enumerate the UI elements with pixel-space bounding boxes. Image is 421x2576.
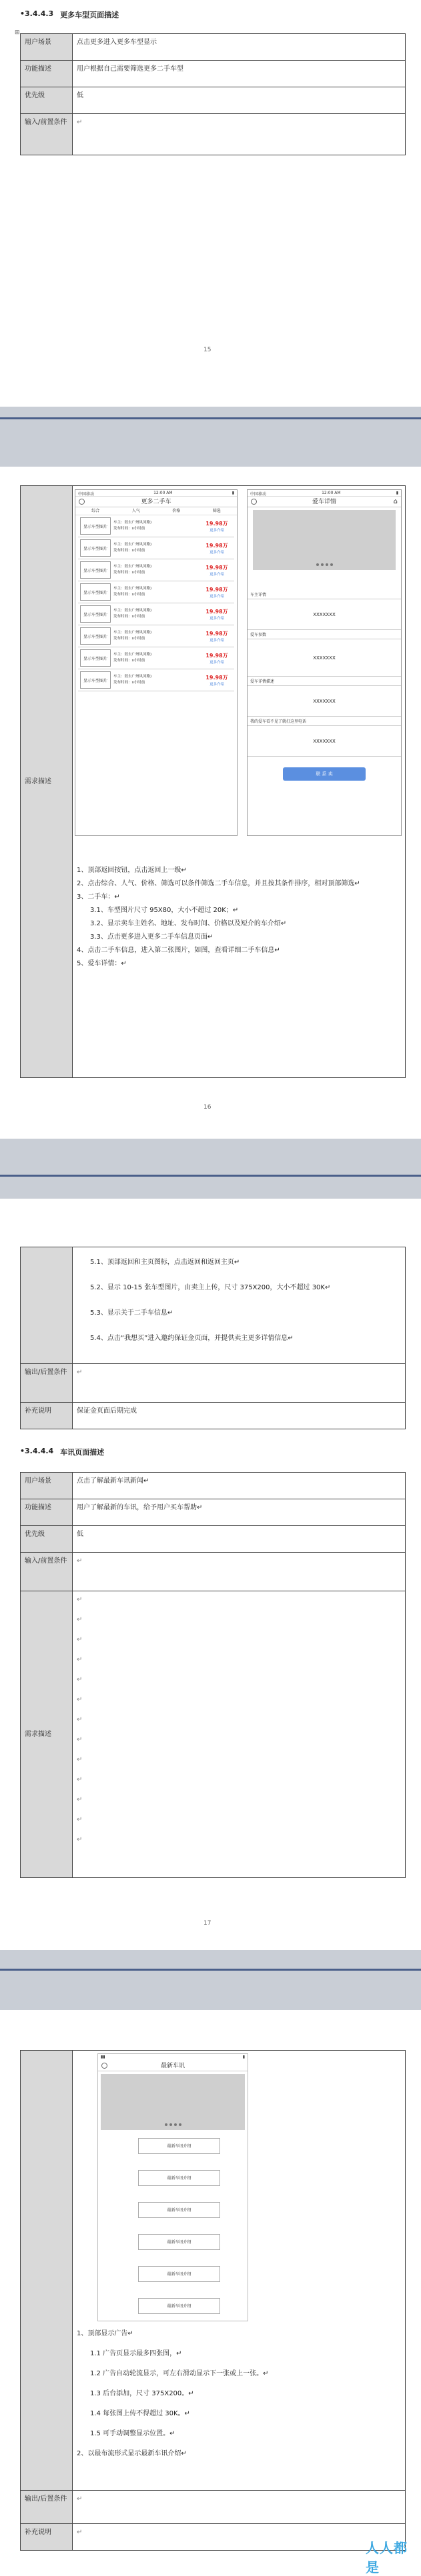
car-price-block <box>201 564 232 577</box>
screen-title <box>248 497 401 507</box>
carousel-dot <box>169 2123 172 2126</box>
car-price-block <box>201 608 232 621</box>
car-owner-line: 车主：叙去广州风河路) <box>113 521 152 525</box>
back-icon[interactable] <box>79 499 85 505</box>
table-row <box>21 1499 406 1526</box>
car-time-line: 发布时间：x小时前 <box>113 659 145 663</box>
car-image-placeholder: 显示车型图片 <box>80 561 111 579</box>
table-row <box>21 1473 406 1499</box>
screen-title-text: 更多二手车 <box>141 499 171 505</box>
row-value: 低 <box>73 87 406 114</box>
car-list-phone-mockup <box>75 489 238 836</box>
row-key: 需求描述 <box>21 1591 73 1878</box>
empty-line-mark: ↵ <box>77 1756 83 1763</box>
carrier: 中国移动 <box>250 492 267 497</box>
row-value <box>73 1247 406 1364</box>
heading-number: •3.4.4.4 <box>20 1447 54 1455</box>
table-row <box>21 87 406 114</box>
carousel-dot <box>179 2123 181 2126</box>
screen-title <box>75 497 237 507</box>
more-info-link[interactable]: 更多介绍 <box>209 550 224 555</box>
car-time-line: 发布时间：x小时前 <box>113 615 145 619</box>
page-number: 15 <box>203 347 212 353</box>
list-item: 1.2 广告自动轮流显示，可左右滑动显示下一张或上一张。↵ <box>90 2370 269 2377</box>
carousel-dot <box>321 563 324 566</box>
field-label: 车主详情 <box>248 590 401 599</box>
list-item: 5.3、显示关于二手车信息↵ <box>90 1309 173 1317</box>
car-owner-line: 车主：叙去广州风河路) <box>113 587 152 591</box>
page-separator <box>0 1139 421 1199</box>
field-label: 爱车详情描述 <box>248 677 401 686</box>
status-bar <box>75 490 237 497</box>
table-row <box>21 1553 406 1591</box>
news-card[interactable]: 最新车讯介绍 <box>138 2298 220 2314</box>
ad-banner-carousel[interactable] <box>101 2074 245 2130</box>
car-info <box>113 542 199 554</box>
empty-line-mark: ↵ <box>77 1616 83 1623</box>
list-item: 4、点击二手车信息，进入第二张图片，如图，查看详细二手车信息↵ <box>77 947 280 954</box>
empty-line-mark: ↵ <box>77 1696 83 1703</box>
screen-title <box>98 2061 248 2071</box>
row-value: ↵ <box>73 1364 406 1403</box>
empty-line-mark: ↵ <box>77 1676 83 1683</box>
heading-title: 车讯页面描述 <box>60 1448 105 1457</box>
row-value: ↵ <box>73 114 406 155</box>
empty-line-mark: ↵ <box>77 1776 83 1783</box>
empty-line-mark: ↵ <box>77 1656 83 1663</box>
row-value: ↵ <box>73 2524 406 2551</box>
row-key: 输入/前置条件 <box>21 114 73 155</box>
car-price: 19.98万 <box>205 630 228 637</box>
more-info-link[interactable]: 更多介绍 <box>209 594 224 599</box>
car-owner-line: 车主：叙去广州风河路) <box>113 675 152 679</box>
anchor-icon: ⊞ <box>15 29 20 36</box>
field-value: XXXXXXX <box>248 726 401 757</box>
section-heading-1 <box>20 9 119 20</box>
car-price: 19.98万 <box>205 520 228 527</box>
battery-icon: ▮ <box>232 491 234 495</box>
table-row <box>21 1591 406 1878</box>
row-value: 用户根据自己需要筛选更多二手车型 <box>73 61 406 87</box>
car-info <box>113 674 199 686</box>
row-value: 点击了解最新车讯新闻↵ <box>73 1473 406 1499</box>
empty-line-mark: ↵ <box>77 1816 83 1823</box>
row-key: 用户场景 <box>21 1473 73 1499</box>
more-info-link[interactable]: 更多介绍 <box>209 616 224 621</box>
battery-icon: ▮ <box>396 491 398 495</box>
row-key: 功能描述 <box>21 1499 73 1526</box>
car-price-block <box>201 542 232 555</box>
car-price-block <box>201 520 232 533</box>
list-item: 5.4、点击“我想买”进入邀约保证金页面，并提供卖主更多详情信息↵ <box>90 1335 294 1342</box>
car-list-row[interactable] <box>78 647 234 669</box>
requirements-table-3 <box>20 1247 406 1429</box>
list-item: 5.2、显示 10-15 张车型图片，由卖主上传，尺寸 375X200，大小不超过 30K↵ <box>90 1284 331 1291</box>
news-card[interactable]: 最新车讯介绍 <box>138 2138 220 2154</box>
list-item: 3.1、车型图片尺寸 95X80，大小不超过 20K；↵ <box>90 907 239 914</box>
carousel-dot <box>330 563 333 566</box>
filter-tab[interactable]: 人气 <box>131 509 140 513</box>
list-item: 1、顶部返回按钮，点击返回上一级↵ <box>77 867 187 874</box>
row-value: ↵ <box>73 2491 406 2524</box>
more-info-link[interactable]: 更多介绍 <box>209 638 224 643</box>
list-item: 5.1、顶部返回和主页图标，点击返回和返回主页↵ <box>90 1259 240 1266</box>
row-key <box>21 2051 73 2491</box>
section-heading-2 <box>20 1447 104 1457</box>
heading-title: 更多车型页面描述 <box>60 11 119 19</box>
carousel-dot <box>174 2123 177 2126</box>
car-image-placeholder: 显示车型图片 <box>80 649 111 667</box>
carrier: 中国移动 <box>78 492 95 497</box>
list-item: 1.3 后台添加，尺寸 375X200。↵ <box>90 2390 194 2397</box>
carousel-dot <box>316 563 319 566</box>
row-key <box>21 1247 73 1364</box>
screen-title-text: 爱车详情 <box>312 499 336 505</box>
filter-bar <box>75 507 237 515</box>
list-item: 5、爱车详情：↵ <box>77 960 127 967</box>
table-row <box>21 34 406 61</box>
heading-number: •3.4.4.3 <box>20 9 54 18</box>
empty-lines <box>77 1595 401 1855</box>
row-key: 功能描述 <box>21 61 73 87</box>
car-owner-line: 车主：叙去广州风河路) <box>113 609 152 613</box>
logo-text-2: 是 <box>366 2559 380 2575</box>
more-info-link[interactable]: 更多介绍 <box>209 528 224 533</box>
carousel-dots <box>253 563 396 566</box>
table-row <box>21 1364 406 1403</box>
car-list-row[interactable] <box>78 603 234 625</box>
car-info <box>113 586 199 598</box>
status-bar <box>248 490 401 497</box>
news-card[interactable]: 最新车讯介绍 <box>138 2202 220 2218</box>
row-key: 输入/前置条件 <box>21 1553 73 1591</box>
car-time-line: 发布时间：x小时前 <box>113 549 145 553</box>
car-price-block <box>201 674 232 687</box>
car-time-line: 发布时间：x小时前 <box>113 593 145 597</box>
row-value: 点击更多进入更多车型显示 <box>73 34 406 61</box>
table-row <box>21 61 406 87</box>
contact-seller-button[interactable]: 联 系 卖 <box>283 767 366 781</box>
car-image-placeholder: 显示车型图片 <box>80 517 111 535</box>
watermark-logo <box>366 2537 421 2576</box>
status-bar <box>98 2054 248 2061</box>
table-row <box>21 2491 406 2524</box>
table-row <box>21 114 406 155</box>
list-item: 2、以最布流形式显示最新车讯介绍↵ <box>77 2450 187 2457</box>
news-card[interactable]: 最新车讯介绍 <box>138 2234 220 2250</box>
page-separator <box>0 1950 421 2010</box>
carousel-dot <box>165 2123 167 2126</box>
screen-title-text: 最新车讯 <box>160 2063 185 2069</box>
back-icon[interactable] <box>101 2063 107 2069</box>
row-key: 输出/后置条件 <box>21 2491 73 2524</box>
car-price-block <box>201 586 232 599</box>
car-list <box>75 515 237 691</box>
car-price: 19.98万 <box>205 674 228 681</box>
list-item: 1.4 每张图上传不得超过 30K。↵ <box>90 2410 190 2417</box>
car-owner-line: 车主：叙去广州风河路) <box>113 543 152 547</box>
car-time-line: 发布时间：x小时前 <box>113 527 145 531</box>
signal-icon: ▮▮ <box>101 2055 105 2059</box>
page-number: 17 <box>203 1920 212 1927</box>
car-price: 19.98万 <box>205 652 228 659</box>
row-value: 保证金页面后期完成 <box>73 1403 406 1429</box>
detail-fields <box>248 590 401 757</box>
car-price: 19.98万 <box>205 564 228 571</box>
car-image-placeholder: 显示车型图片 <box>80 583 111 601</box>
carousel-dots <box>101 2123 245 2126</box>
requirements-table-4 <box>20 1472 406 1878</box>
page-separator <box>0 407 421 467</box>
requirement-lines <box>77 866 401 969</box>
news-phone-mockup <box>97 2053 248 2321</box>
row-key: 用户场景 <box>21 34 73 61</box>
clock: 12:00 AM <box>153 491 173 495</box>
row-value: 用户了解最新的车讯，给予用户买车帮助↵ <box>73 1499 406 1526</box>
field-label: 我的爱车看不见了就打这里电话 <box>248 717 401 726</box>
car-info <box>113 608 199 620</box>
row-key: 优先级 <box>21 1526 73 1553</box>
field-label: 爱车参数 <box>248 630 401 639</box>
list-item: 2、点击综合、人气、价格、筛选可以条件筛选二手车信息，并且按其条件排序，相对顶部筛选↵ <box>77 880 360 887</box>
news-list <box>98 2133 248 2326</box>
car-info <box>113 520 199 532</box>
requirements-table-1 <box>20 33 406 155</box>
car-list-row[interactable] <box>78 669 234 691</box>
empty-line-mark: ↵ <box>77 1836 83 1843</box>
list-item: 3.2、显示卖车主姓名、地址、发布时间、价格以及短介的车介绍↵ <box>90 920 287 927</box>
car-detail-phone-mockup <box>247 489 402 836</box>
empty-line-mark: ↵ <box>77 1716 83 1723</box>
filter-tab[interactable]: 价格 <box>172 509 181 513</box>
news-card[interactable]: 最新车讯介绍 <box>138 2170 220 2186</box>
car-list-row[interactable] <box>78 559 234 581</box>
car-image-placeholder: 显示车型图片 <box>80 539 111 557</box>
table-row <box>21 1247 406 1364</box>
row-key: 补充说明 <box>21 2524 73 2551</box>
car-image-placeholder: 显示车型图片 <box>80 627 111 645</box>
car-list-row[interactable] <box>78 625 234 647</box>
car-owner-line: 车主：叙去广州风河路) <box>113 631 152 635</box>
row-key: 补充说明 <box>21 1403 73 1429</box>
page-number: 16 <box>203 1104 212 1111</box>
car-price: 19.98万 <box>205 542 228 549</box>
car-info <box>113 564 199 576</box>
car-price-block <box>201 630 232 643</box>
more-info-link[interactable]: 更多介绍 <box>209 660 224 665</box>
car-price: 19.98万 <box>205 586 228 593</box>
row-value: 低 <box>73 1526 406 1553</box>
car-time-line: 发布时间：x小时前 <box>113 637 145 641</box>
list-item: 1.1 广告页显示最多四张图，↵ <box>90 2350 182 2357</box>
list-item: 1.5 可手动调整显示位置。↵ <box>90 2430 175 2437</box>
field-value: XXXXXXX <box>248 639 401 677</box>
carousel-dot <box>326 563 328 566</box>
empty-line-mark: ↵ <box>77 1736 83 1743</box>
car-list-row[interactable] <box>78 537 234 559</box>
car-price: 19.98万 <box>205 608 228 615</box>
home-icon[interactable]: ⌂ <box>393 498 398 505</box>
car-list-row[interactable] <box>78 581 234 603</box>
car-owner-line: 车主：叙去广州风河路) <box>113 653 152 657</box>
car-list-row[interactable] <box>78 515 234 537</box>
row-value <box>73 1591 406 1878</box>
row-value: ↵ <box>73 1553 406 1591</box>
clock: 12:00 AM <box>322 491 341 495</box>
row-key: 需求描述 <box>21 486 73 1078</box>
car-photo-carousel[interactable] <box>253 510 396 570</box>
list-item: 3、二手车：↵ <box>77 893 120 901</box>
car-time-line: 发布时间：x小时前 <box>113 681 145 685</box>
table-row <box>21 2524 406 2551</box>
list-item: 1、顶部显示广告↵ <box>77 2330 133 2337</box>
car-time-line: 发布时间：x小时前 <box>113 571 145 575</box>
more-info-link[interactable]: 更多介绍 <box>209 682 224 687</box>
empty-line-mark: ↵ <box>77 1636 83 1643</box>
back-icon[interactable] <box>251 499 257 505</box>
empty-line-mark: ↵ <box>77 1596 83 1603</box>
table-row <box>21 1526 406 1553</box>
field-value: XXXXXXX <box>248 686 401 717</box>
filter-tab[interactable]: 筛选 <box>212 509 221 513</box>
battery-icon: ▮ <box>242 2055 245 2059</box>
car-info <box>113 630 199 642</box>
table-row <box>21 1403 406 1429</box>
requirement-lines <box>77 2329 401 2459</box>
field-value: XXXXXXX <box>248 599 401 630</box>
empty-line-mark: ↵ <box>77 1796 83 1803</box>
more-info-link[interactable]: 更多介绍 <box>209 572 224 577</box>
list-item: 3.3、点击更多进入更多二手车信息页面↵ <box>90 933 214 941</box>
car-price-block <box>201 652 232 665</box>
car-owner-line: 车主：叙去广州风河路) <box>113 565 152 569</box>
car-image-placeholder: 显示车型图片 <box>80 605 111 623</box>
news-card[interactable]: 最新车讯介绍 <box>138 2266 220 2282</box>
logo-text-1: 人人都 <box>366 2540 408 2556</box>
row-key: 输出/后置条件 <box>21 1364 73 1403</box>
row-key: 优先级 <box>21 87 73 114</box>
filter-tab[interactable]: 综合 <box>91 509 100 513</box>
car-info <box>113 652 199 664</box>
car-image-placeholder: 显示车型图片 <box>80 671 111 689</box>
